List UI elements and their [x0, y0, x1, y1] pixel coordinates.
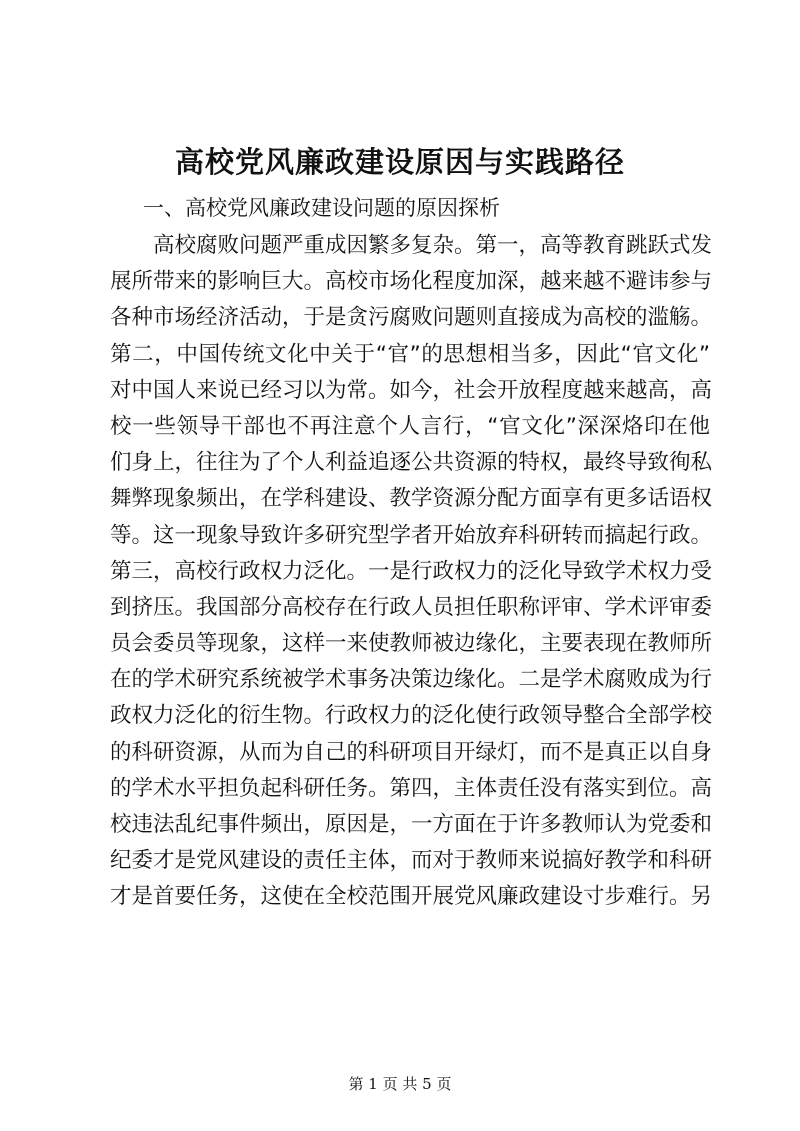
body-line: 才是首要任务，这使在全校范围开展党风廉政建设寸步难行。另	[110, 884, 713, 910]
body-line: 等。这一现象导致许多研究型学者开始放弃科研转而搞起行政。	[110, 522, 713, 548]
body-line: 们身上，往往为了个人利益追逐公共资源的特权，最终导致徇私	[110, 450, 713, 476]
body-line: 高校腐败问题严重成因繁多复杂。第一，高等教育跳跃式发	[153, 233, 713, 258]
page-number-footer: 第 1 页 共 5 页	[348, 1075, 452, 1093]
body-line: 的学术水平担负起科研任务。第四，主体责任没有落实到位。高	[110, 775, 713, 801]
document-title: 高校党风廉政建设原因与实践路径	[174, 145, 625, 179]
body-line: 政权力泛化的衍生物。行政权力的泛化使行政领导整合全部学校	[110, 703, 713, 729]
section-heading: 一、高校党风廉政建设问题的原因探析	[143, 196, 500, 220]
body-line: 展所带来的影响巨大。高校市场化程度加深，越来越不避讳参与	[110, 269, 713, 295]
body-line: 员会委员等现象，这样一来使教师被边缘化，主要表现在教师所	[110, 631, 713, 657]
body-line: 到挤压。我国部分高校存在行政人员担任职称评审、学术评审委	[110, 594, 713, 620]
body-line: 各种市场经济活动，于是贪污腐败问题则直接成为高校的滥觞。	[110, 305, 713, 331]
body-paragraph	[110, 228, 713, 916]
body-line: 纪委才是党风建设的责任主体，而对于教师来说搞好教学和科研	[110, 848, 713, 874]
body-line: 第二，中国传统文化中关于“官”的思想相当多，因此“官文化”	[110, 341, 710, 367]
body-line: 对中国人来说已经习以为常。如今，社会开放程度越来越高，高	[110, 377, 713, 403]
body-line: 第三，高校行政权力泛化。一是行政权力的泛化导致学术权力受	[110, 558, 713, 584]
body-line: 校违法乱纪事件频出，原因是，一方面在于许多教师认为党委和	[110, 812, 713, 837]
body-line: 校一些领导干部也不再注意个人言行，“官文化”深深烙印在他	[110, 413, 710, 439]
body-line: 舞弊现象频出，在学科建设、教学资源分配方面享有更多话语权	[110, 486, 713, 512]
body-line: 在的学术研究系统被学术事务决策边缘化。二是学术腐败成为行	[110, 667, 713, 693]
body-line: 的科研资源，从而为自己的科研项目开绿灯，而不是真正以自身	[110, 739, 713, 765]
